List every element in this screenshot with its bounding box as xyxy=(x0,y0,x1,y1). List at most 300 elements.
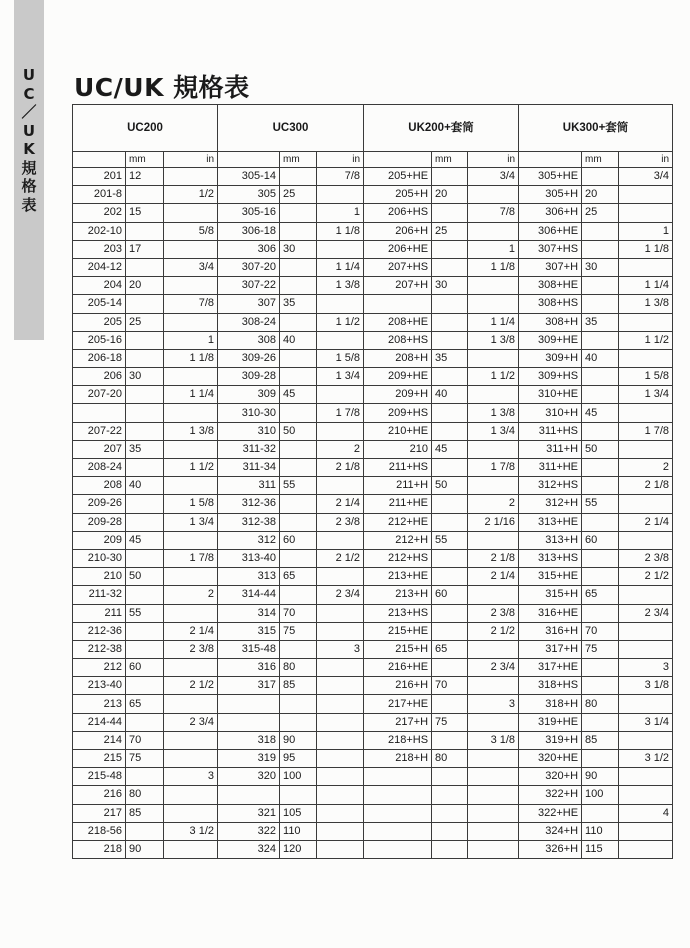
side-tab xyxy=(14,0,44,340)
mm-cell xyxy=(280,313,317,331)
model-cell: 212 xyxy=(73,659,126,677)
side-tab-char: U xyxy=(22,66,36,84)
model-cell: 315+HE xyxy=(519,568,582,586)
inch-cell: 3 1/8 xyxy=(468,731,519,749)
table-row xyxy=(73,477,673,495)
model-cell: 208-24 xyxy=(73,459,126,477)
model-cell: 215 xyxy=(73,750,126,768)
model-cell: 313+HS xyxy=(519,549,582,567)
mm-cell xyxy=(582,295,619,313)
model-cell: 205 xyxy=(73,313,126,331)
model-cell: 212-36 xyxy=(73,622,126,640)
mm-cell: 60 xyxy=(280,531,317,549)
inch-cell xyxy=(468,386,519,404)
model-cell: 309 xyxy=(218,386,280,404)
mm-cell xyxy=(432,822,468,840)
inch-cell xyxy=(164,168,218,186)
mm-cell xyxy=(432,168,468,186)
table-row xyxy=(73,222,673,240)
model-cell: 307 xyxy=(218,295,280,313)
table-row xyxy=(73,786,673,804)
mm-cell xyxy=(280,204,317,222)
mm-cell: 20 xyxy=(582,186,619,204)
inch-cell: 4 xyxy=(619,804,673,822)
mm-cell xyxy=(582,240,619,258)
model-cell: 313+H xyxy=(519,531,582,549)
model-cell: 312-38 xyxy=(218,513,280,531)
inch-cell xyxy=(317,804,364,822)
mm-cell xyxy=(280,695,317,713)
mm-cell: 85 xyxy=(126,804,164,822)
model-cell: 215-48 xyxy=(73,768,126,786)
model-cell: 206+HS xyxy=(364,204,432,222)
mm-cell: 12 xyxy=(126,168,164,186)
mm-cell xyxy=(582,386,619,404)
model-cell: 310+HE xyxy=(519,386,582,404)
model-cell: 308+H xyxy=(519,313,582,331)
mm-cell xyxy=(126,768,164,786)
mm-cell: 40 xyxy=(582,349,619,367)
model-cell: 205+HE xyxy=(364,168,432,186)
model-cell xyxy=(364,804,432,822)
model-cell: 209-28 xyxy=(73,513,126,531)
model-cell: 216+HE xyxy=(364,659,432,677)
mm-cell: 90 xyxy=(126,840,164,858)
model-cell: 213+HE xyxy=(364,568,432,586)
model-cell: 305+HE xyxy=(519,168,582,186)
units-code-cell xyxy=(73,152,126,168)
mm-cell xyxy=(432,840,468,858)
model-cell: 312 xyxy=(218,531,280,549)
table-row xyxy=(73,768,673,786)
model-cell: 308+HS xyxy=(519,295,582,313)
model-cell: 213+HS xyxy=(364,604,432,622)
mm-cell: 35 xyxy=(582,313,619,331)
mm-cell xyxy=(582,459,619,477)
mm-cell: 65 xyxy=(126,695,164,713)
inch-cell: 1 7/8 xyxy=(619,422,673,440)
model-cell: 314-44 xyxy=(218,586,280,604)
model-cell: 209+H xyxy=(364,386,432,404)
inch-cell xyxy=(317,295,364,313)
model-cell: 309-26 xyxy=(218,349,280,367)
mm-cell: 50 xyxy=(126,568,164,586)
inch-cell: 1 1/8 xyxy=(468,258,519,276)
mm-cell: 50 xyxy=(432,477,468,495)
inch-cell: 2 1/16 xyxy=(468,513,519,531)
inch-cell xyxy=(317,713,364,731)
mm-cell: 70 xyxy=(280,604,317,622)
mm-cell xyxy=(432,768,468,786)
inch-cell xyxy=(619,622,673,640)
inch-cell: 1 5/8 xyxy=(317,349,364,367)
inch-cell xyxy=(619,531,673,549)
inch-cell: 1 xyxy=(468,240,519,258)
model-cell: 218+HS xyxy=(364,731,432,749)
mm-cell xyxy=(432,495,468,513)
model-cell: 213-40 xyxy=(73,677,126,695)
model-cell: 206-18 xyxy=(73,349,126,367)
model-cell xyxy=(364,768,432,786)
mm-cell xyxy=(432,204,468,222)
mm-cell xyxy=(280,459,317,477)
inch-cell xyxy=(317,731,364,749)
model-cell: 209-26 xyxy=(73,495,126,513)
table-row xyxy=(73,313,673,331)
inch-cell: 1 3/8 xyxy=(619,295,673,313)
table-row xyxy=(73,604,673,622)
model-cell: 305 xyxy=(218,186,280,204)
inch-cell xyxy=(619,440,673,458)
mm-cell xyxy=(280,713,317,731)
mm-cell: 45 xyxy=(280,386,317,404)
mm-cell: 55 xyxy=(582,495,619,513)
mm-cell xyxy=(582,168,619,186)
unit-mm: mm xyxy=(582,152,619,168)
mm-cell xyxy=(126,331,164,349)
mm-cell xyxy=(582,568,619,586)
mm-cell: 45 xyxy=(126,531,164,549)
inch-cell: 1 1/2 xyxy=(164,459,218,477)
inch-cell xyxy=(164,477,218,495)
inch-cell xyxy=(468,750,519,768)
model-cell: 306 xyxy=(218,240,280,258)
mm-cell xyxy=(126,186,164,204)
table-row xyxy=(73,713,673,731)
table-row xyxy=(73,750,673,768)
inch-cell: 2 3/4 xyxy=(468,659,519,677)
model-cell: 319 xyxy=(218,750,280,768)
inch-cell: 1 3/4 xyxy=(317,368,364,386)
mm-cell: 90 xyxy=(280,731,317,749)
model-cell xyxy=(364,822,432,840)
mm-cell xyxy=(432,786,468,804)
table-row xyxy=(73,495,673,513)
mm-cell: 85 xyxy=(280,677,317,695)
inch-cell: 3/4 xyxy=(164,258,218,276)
table-row xyxy=(73,731,673,749)
mm-cell xyxy=(582,604,619,622)
mm-cell xyxy=(126,422,164,440)
mm-cell xyxy=(582,331,619,349)
model-cell: 207-22 xyxy=(73,422,126,440)
model-cell: 213+H xyxy=(364,586,432,604)
mm-cell: 110 xyxy=(582,822,619,840)
mm-cell xyxy=(582,277,619,295)
model-cell: 207 xyxy=(73,440,126,458)
mm-cell: 55 xyxy=(280,477,317,495)
mm-cell xyxy=(126,513,164,531)
inch-cell: 1 1/8 xyxy=(317,222,364,240)
unit-mm: mm xyxy=(126,152,164,168)
mm-cell xyxy=(432,604,468,622)
table-row xyxy=(73,640,673,658)
model-cell: 307+H xyxy=(519,258,582,276)
mm-cell: 50 xyxy=(280,422,317,440)
inch-cell xyxy=(164,277,218,295)
mm-cell: 20 xyxy=(432,186,468,204)
mm-cell xyxy=(432,659,468,677)
mm-cell: 75 xyxy=(432,713,468,731)
unit-in: in xyxy=(317,152,364,168)
inch-cell: 2 xyxy=(619,459,673,477)
inch-cell xyxy=(619,313,673,331)
mm-cell xyxy=(432,422,468,440)
unit-mm: mm xyxy=(432,152,468,168)
model-cell: 312+H xyxy=(519,495,582,513)
mm-cell: 60 xyxy=(126,659,164,677)
model-cell: 212+HE xyxy=(364,513,432,531)
mm-cell xyxy=(280,277,317,295)
inch-cell xyxy=(164,604,218,622)
header-uc200: UC200 xyxy=(73,105,218,152)
table-row xyxy=(73,204,673,222)
model-cell: 202 xyxy=(73,204,126,222)
model-cell: 312+HS xyxy=(519,477,582,495)
mm-cell xyxy=(280,440,317,458)
mm-cell xyxy=(126,677,164,695)
mm-cell: 70 xyxy=(582,622,619,640)
inch-cell: 1 1/2 xyxy=(317,313,364,331)
model-cell: 306-18 xyxy=(218,222,280,240)
model-cell: 217 xyxy=(73,804,126,822)
inch-cell: 2 1/4 xyxy=(164,622,218,640)
mm-cell: 80 xyxy=(126,786,164,804)
inch-cell: 2 xyxy=(468,495,519,513)
model-cell: 212+H xyxy=(364,531,432,549)
mm-cell xyxy=(126,713,164,731)
mm-cell xyxy=(432,568,468,586)
mm-cell xyxy=(582,750,619,768)
inch-cell xyxy=(164,313,218,331)
inch-cell xyxy=(317,386,364,404)
model-cell: 206+HE xyxy=(364,240,432,258)
inch-cell xyxy=(619,186,673,204)
inch-cell xyxy=(164,531,218,549)
inch-cell: 5/8 xyxy=(164,222,218,240)
inch-cell xyxy=(317,840,364,858)
inch-cell xyxy=(468,586,519,604)
model-cell: 206 xyxy=(73,368,126,386)
unit-in: in xyxy=(468,152,519,168)
inch-cell: 1 3/8 xyxy=(468,404,519,422)
model-cell: 318+HS xyxy=(519,677,582,695)
model-cell: 208 xyxy=(73,477,126,495)
model-cell: 207+H xyxy=(364,277,432,295)
side-tab-char: C xyxy=(23,84,35,103)
model-cell: 309+HS xyxy=(519,368,582,386)
inch-cell xyxy=(619,404,673,422)
mm-cell: 75 xyxy=(582,640,619,658)
model-cell: 208+HE xyxy=(364,313,432,331)
unit-in: in xyxy=(164,152,218,168)
table-row xyxy=(73,586,673,604)
table-row xyxy=(73,331,673,349)
inch-cell xyxy=(468,440,519,458)
table-row xyxy=(73,677,673,695)
inch-cell xyxy=(468,677,519,695)
mm-cell: 25 xyxy=(582,204,619,222)
inch-cell: 2 3/8 xyxy=(317,513,364,531)
model-cell: 320 xyxy=(218,768,280,786)
model-cell: 321 xyxy=(218,804,280,822)
inch-cell xyxy=(468,277,519,295)
table-row xyxy=(73,186,673,204)
model-cell: 218-56 xyxy=(73,822,126,840)
mm-cell: 20 xyxy=(126,277,164,295)
inch-cell: 1 3/8 xyxy=(164,422,218,440)
mm-cell: 115 xyxy=(582,840,619,858)
mm-cell xyxy=(582,804,619,822)
model-cell: 318 xyxy=(218,731,280,749)
model-cell: 311-32 xyxy=(218,440,280,458)
mm-cell xyxy=(280,786,317,804)
model-cell: 205-16 xyxy=(73,331,126,349)
mm-cell xyxy=(432,258,468,276)
mm-cell xyxy=(280,258,317,276)
table-row xyxy=(73,422,673,440)
inch-cell: 1 5/8 xyxy=(164,495,218,513)
model-cell: 207+HS xyxy=(364,258,432,276)
mm-cell: 40 xyxy=(432,386,468,404)
side-tab-char: 格 xyxy=(21,177,37,195)
inch-cell xyxy=(164,804,218,822)
inch-cell: 7/8 xyxy=(317,168,364,186)
inch-cell xyxy=(164,240,218,258)
inch-cell xyxy=(164,568,218,586)
mm-cell: 105 xyxy=(280,804,317,822)
mm-cell: 15 xyxy=(126,204,164,222)
inch-cell: 3/4 xyxy=(619,168,673,186)
inch-cell: 1 1/2 xyxy=(619,331,673,349)
model-cell: 209+HS xyxy=(364,404,432,422)
inch-cell: 2 1/8 xyxy=(317,459,364,477)
inch-cell: 2 1/8 xyxy=(619,477,673,495)
model-cell: 320+HE xyxy=(519,750,582,768)
model-cell: 209 xyxy=(73,531,126,549)
inch-cell xyxy=(468,713,519,731)
mm-cell xyxy=(582,368,619,386)
side-tab-label xyxy=(14,66,44,214)
inch-cell xyxy=(317,331,364,349)
model-cell: 309+H xyxy=(519,349,582,367)
model-cell: 307-22 xyxy=(218,277,280,295)
model-cell: 308 xyxy=(218,331,280,349)
mm-cell xyxy=(582,659,619,677)
model-cell: 218 xyxy=(73,840,126,858)
mm-cell: 30 xyxy=(582,258,619,276)
table-row xyxy=(73,386,673,404)
model-cell: 215+H xyxy=(364,640,432,658)
model-cell: 317 xyxy=(218,677,280,695)
mm-cell: 30 xyxy=(280,240,317,258)
mm-cell: 75 xyxy=(126,750,164,768)
model-cell: 316+H xyxy=(519,622,582,640)
inch-cell: 2 1/2 xyxy=(164,677,218,695)
inch-cell: 2 1/4 xyxy=(619,513,673,531)
inch-cell: 2 xyxy=(317,440,364,458)
inch-cell xyxy=(468,804,519,822)
inch-cell xyxy=(317,568,364,586)
inch-cell xyxy=(619,786,673,804)
mm-cell: 100 xyxy=(582,786,619,804)
mm-cell: 85 xyxy=(582,731,619,749)
inch-cell xyxy=(317,186,364,204)
model-cell: 305+H xyxy=(519,186,582,204)
model-cell xyxy=(73,404,126,422)
mm-cell: 35 xyxy=(432,349,468,367)
table-row xyxy=(73,404,673,422)
table-row xyxy=(73,349,673,367)
table-row xyxy=(73,804,673,822)
inch-cell: 1 3/4 xyxy=(164,513,218,531)
mm-cell: 30 xyxy=(432,277,468,295)
mm-cell: 70 xyxy=(432,677,468,695)
unit-mm: mm xyxy=(280,152,317,168)
inch-cell: 2 3/4 xyxy=(164,713,218,731)
mm-cell xyxy=(582,677,619,695)
inch-cell: 1 1/4 xyxy=(468,313,519,331)
inch-cell xyxy=(164,440,218,458)
model-cell: 316 xyxy=(218,659,280,677)
inch-cell xyxy=(468,295,519,313)
inch-cell xyxy=(317,768,364,786)
inch-cell: 1 1/8 xyxy=(164,349,218,367)
model-cell: 201 xyxy=(73,168,126,186)
model-cell: 212+HS xyxy=(364,549,432,567)
mm-cell: 55 xyxy=(126,604,164,622)
model-cell xyxy=(218,713,280,731)
inch-cell: 3 xyxy=(164,768,218,786)
inch-cell xyxy=(619,640,673,658)
model-cell: 315 xyxy=(218,622,280,640)
table-row xyxy=(73,840,673,858)
mm-cell: 35 xyxy=(126,440,164,458)
inch-cell xyxy=(468,840,519,858)
model-cell: 311+HS xyxy=(519,422,582,440)
model-cell: 209+HE xyxy=(364,368,432,386)
model-cell: 201-8 xyxy=(73,186,126,204)
model-cell: 320+H xyxy=(519,768,582,786)
inch-cell: 2 3/8 xyxy=(164,640,218,658)
inch-cell xyxy=(468,640,519,658)
inch-cell: 1 1/4 xyxy=(164,386,218,404)
model-cell: 311+H xyxy=(519,440,582,458)
inch-cell: 2 3/4 xyxy=(317,586,364,604)
mm-cell xyxy=(582,422,619,440)
units-code-cell xyxy=(364,152,432,168)
mm-cell: 25 xyxy=(280,186,317,204)
model-cell: 210 xyxy=(364,440,432,458)
model-cell: 322+H xyxy=(519,786,582,804)
model-cell: 310 xyxy=(218,422,280,440)
inch-cell xyxy=(468,222,519,240)
inch-cell: 7/8 xyxy=(468,204,519,222)
inch-cell xyxy=(468,768,519,786)
mm-cell xyxy=(432,313,468,331)
mm-cell xyxy=(582,549,619,567)
mm-cell: 50 xyxy=(582,440,619,458)
mm-cell xyxy=(582,477,619,495)
side-tab-char: K xyxy=(23,140,35,158)
mm-cell: 75 xyxy=(280,622,317,640)
mm-cell: 65 xyxy=(432,640,468,658)
table-row xyxy=(73,240,673,258)
inch-cell xyxy=(164,368,218,386)
inch-cell xyxy=(619,731,673,749)
table-row xyxy=(73,277,673,295)
inch-cell: 1 xyxy=(619,222,673,240)
